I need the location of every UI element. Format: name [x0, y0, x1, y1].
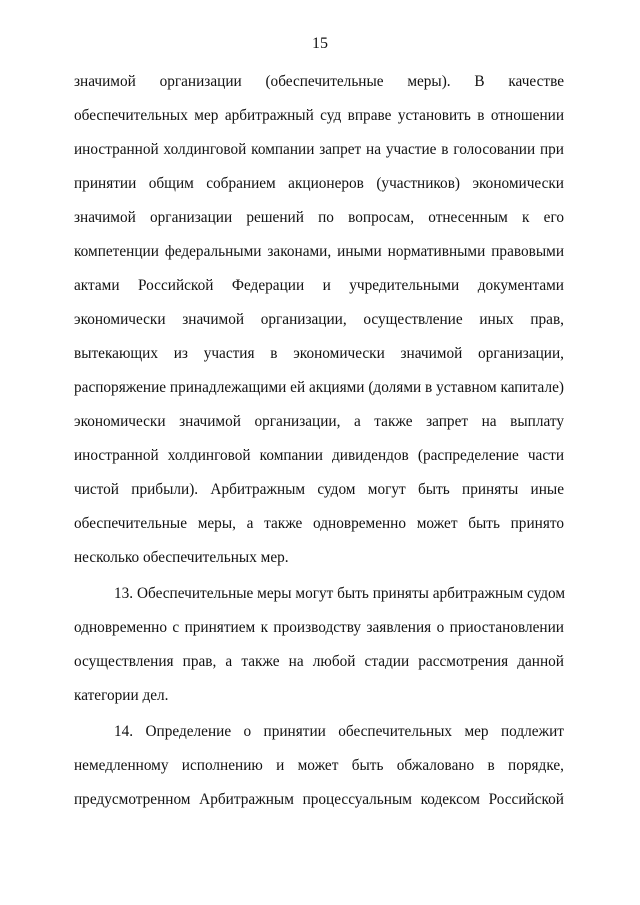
text-line: экономически значимой организации, а также запрет на выплату: [74, 413, 564, 430]
text-line: компетенции федеральными законами, иными нормативными правовыми: [74, 243, 564, 260]
text-line: распоряжение принадлежащими ей акциями (долями в уставном капитале): [74, 379, 564, 396]
text-line: чистой прибыли). Арбитражным судом могут быть приняты иные: [74, 481, 564, 498]
text-line: значимой организации (обеспечительные меры). В качестве: [74, 73, 564, 90]
text-line: принятии общим собранием акционеров (участников) экономически: [74, 175, 564, 192]
text-line: осуществления прав, а также на любой стадии рассмотрения данной: [74, 653, 564, 670]
text-line: несколько обеспечительных мер.: [74, 549, 289, 566]
text-line: 14. Определение о принятии обеспечительных мер подлежит: [114, 723, 564, 740]
text-line: немедленному исполнению и может быть обжаловано в порядке,: [74, 757, 564, 774]
text-line: экономически значимой организации, осуществление иных прав,: [74, 311, 564, 328]
text-line: 13. Обеспечительные меры могут быть приняты арбитражным судом: [114, 585, 566, 602]
text-line: вытекающих из участия в экономически значимой организации,: [74, 345, 564, 362]
text-line: обеспечительные меры, а также одновременно может быть принято: [74, 515, 564, 532]
text-line: одновременно с принятием к производству заявления о приостановлении: [74, 619, 564, 636]
text-line: иностранной холдинговой компании дивидендов (распределение части: [74, 447, 564, 464]
text-line: категории дел.: [74, 687, 169, 704]
text-line: предусмотренном Арбитражным процессуальным кодексом Российской: [74, 791, 564, 808]
text-line: обеспечительных мер арбитражный суд вправе установить в отношении: [74, 107, 564, 124]
text-line: актами Российской Федерации и учредительными документами: [74, 277, 564, 294]
text-line: значимой организации решений по вопросам, отнесенным к его: [74, 209, 564, 226]
text-line: иностранной холдинговой компании запрет на участие в голосовании при: [74, 141, 564, 158]
page-number: 15: [312, 35, 328, 52]
